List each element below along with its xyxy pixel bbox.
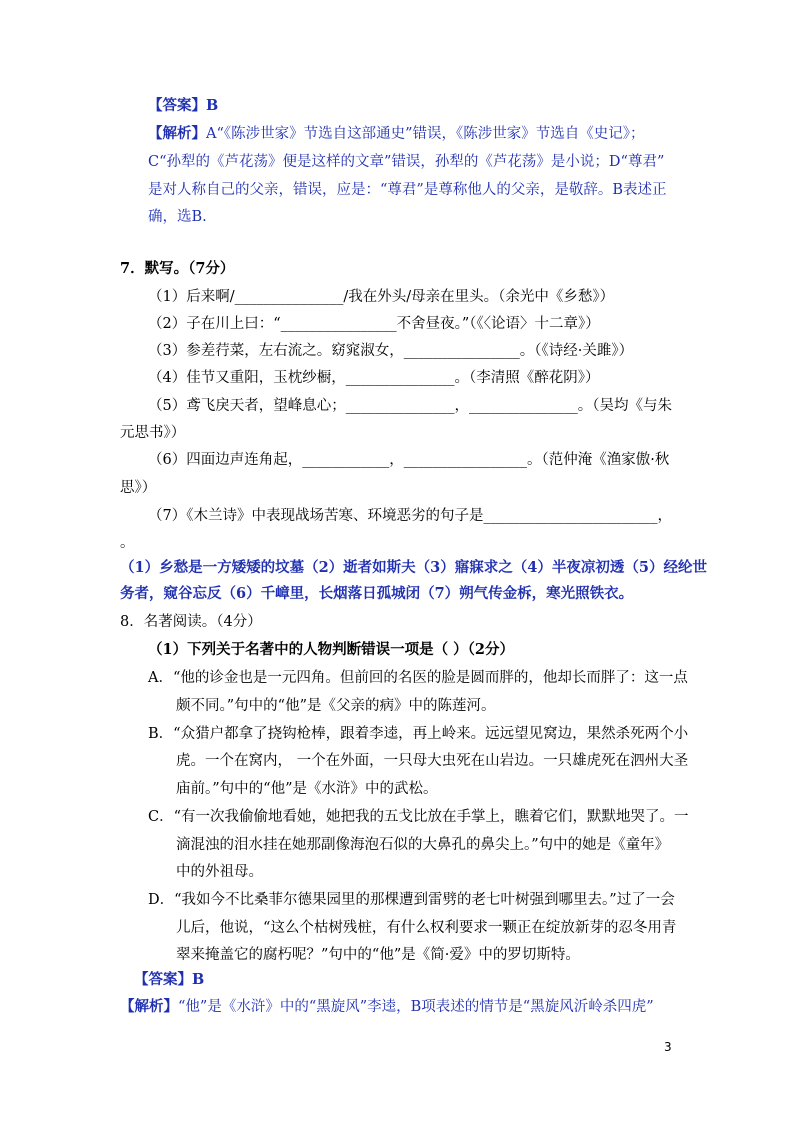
q8-analysis [120,997,654,1017]
q8-option-d-line-2: 儿后，他说，“这么个枯树残桩，有什么权利要求一颗正在绽放新芽的忍冬用青 [176,920,677,936]
q7-item-5-cont: 元思书》） [120,425,186,441]
q6-analysis-line-1 [148,124,645,144]
q8-answer-value: B [192,971,205,988]
q8-option-a-line-1: A．“他的诊金也是一元四角。但前回的名医的脸是圆而胖的，他却长而胖了：这一点 [148,670,688,686]
q7-item-4: （4）佳节又重阳，玉枕纱橱，_______________。（李清照《醉花阴》） [148,370,600,386]
q7-item-7-cont: 。 [120,535,135,551]
q8-option-c-line-3: 中的外祖母。 [176,864,263,880]
q7-answer-line-2: 务者，窥谷忘反（6）千嶂里，长烟落日孤城闭（7）朔气传金柝，寒光照铁衣。 [120,585,634,602]
q7-item-1: （1）后来啊/_______________/我在外头/母亲在里头。（余光中《乡愁》） [148,289,615,305]
q6-analysis-line-4: 确，选B. [148,209,207,225]
q8-option-c-line-1: C．“有一次我偷偷地看她，她把我的五戈比放在手掌上，瞧着它们，默默地哭了。一 [148,809,689,825]
q7-heading: 7．默写。（7分） [120,260,235,277]
q8-answer-label: 【答案】 [134,971,192,988]
q8-option-d-line-1: D．“我如今不比桑菲尔德果园里的那棵遭到雷劈的老七叶树强到哪里去。”过了一会 [148,892,675,908]
q8-sub-question-1: （1）下列关于名著中的人物判断错误一项是（ ）（2分） [148,641,514,658]
q8-analysis-text: “他”是《水浒》中的“黑旋风”李逵，B项表述的情节是“黑旋风沂岭杀四虎” [178,999,654,1015]
q7-item-6: （6）四面边声连角起，____________，_________________。（范仲淹《渔家傲·秋 [148,452,670,468]
q8-heading: 8．名著阅读。（4分） [120,614,262,630]
q6-answer-value: B [206,97,219,114]
q7-item-3: （3）参差荇菜，左右流之。窈窕淑女，________________。（《诗经·关雎》） [148,343,634,359]
q6-answer-label: 【答案】 [148,97,206,114]
q8-option-c-line-2: 滴混浊的泪水挂在她那副像海泡石似的大鼻孔的鼻尖上。”句中的她是《童年》 [176,837,670,853]
q6-analysis-label: 【解析】 [148,125,206,142]
q6-analysis-line-2: C“孙犁的《芦花荡》便是这样的文章”错误，孙犁的《芦花荡》是小说；D“尊君” [148,154,665,170]
page-number: 3 [664,1040,672,1054]
q6-analysis-text-1: A“《陈涉世家》节选自这部通史”错误，《陈涉世家》节选自《史记》； [206,126,645,142]
q7-item-2: （2）子在川上曰：“________________不舍昼夜。”（《〈论语〉十二章》） [148,316,600,332]
q8-option-b-line-2: 虎。一个在窝内， 一个在外面，一只母大虫死在山岩边。一只雄虎死在泗州大圣 [176,753,689,769]
q7-item-7: （7）《木兰诗》中表现战场苦寒、环境恶劣的句子是________________________， [148,508,672,524]
q8-option-a-line-2: 颇不同。”句中的“他”是《父亲的病》中的陈莲河。 [176,698,496,714]
q7-item-5: （5）鸢飞戾天者，望峰息心；_______________，_______________。（吴均《与朱 [148,398,672,414]
q8-option-d-line-3: 翠来掩盖它的腐朽呢？”句中的“他”是《简·爱》中的罗切斯特。 [176,947,580,963]
q6-analysis-line-3: 是对人称自己的父亲，错误，应是：“尊君”是尊称他人的父亲，是敬辞。B表述正 [148,182,667,198]
q7-item-6-cont: 思》） [120,480,157,496]
q8-answer [134,970,204,990]
q7-answer-line-1: （1）乡愁是一方矮矮的坟墓（2）逝者如斯夫（3）寤寐求之（4）半夜凉初透（5）经纶世 [120,559,707,576]
q8-option-b-line-3: 庙前。”句中的“他”是《水浒》中的武松。 [176,781,438,797]
q8-option-b-line-1: B．“众猎户都拿了挠钩枪棒，跟着李逵，再上岭来。远远望见窝边，果然杀死两个小 [148,726,689,742]
q8-analysis-label: 【解析】 [120,998,178,1015]
q6-answer [148,96,218,116]
